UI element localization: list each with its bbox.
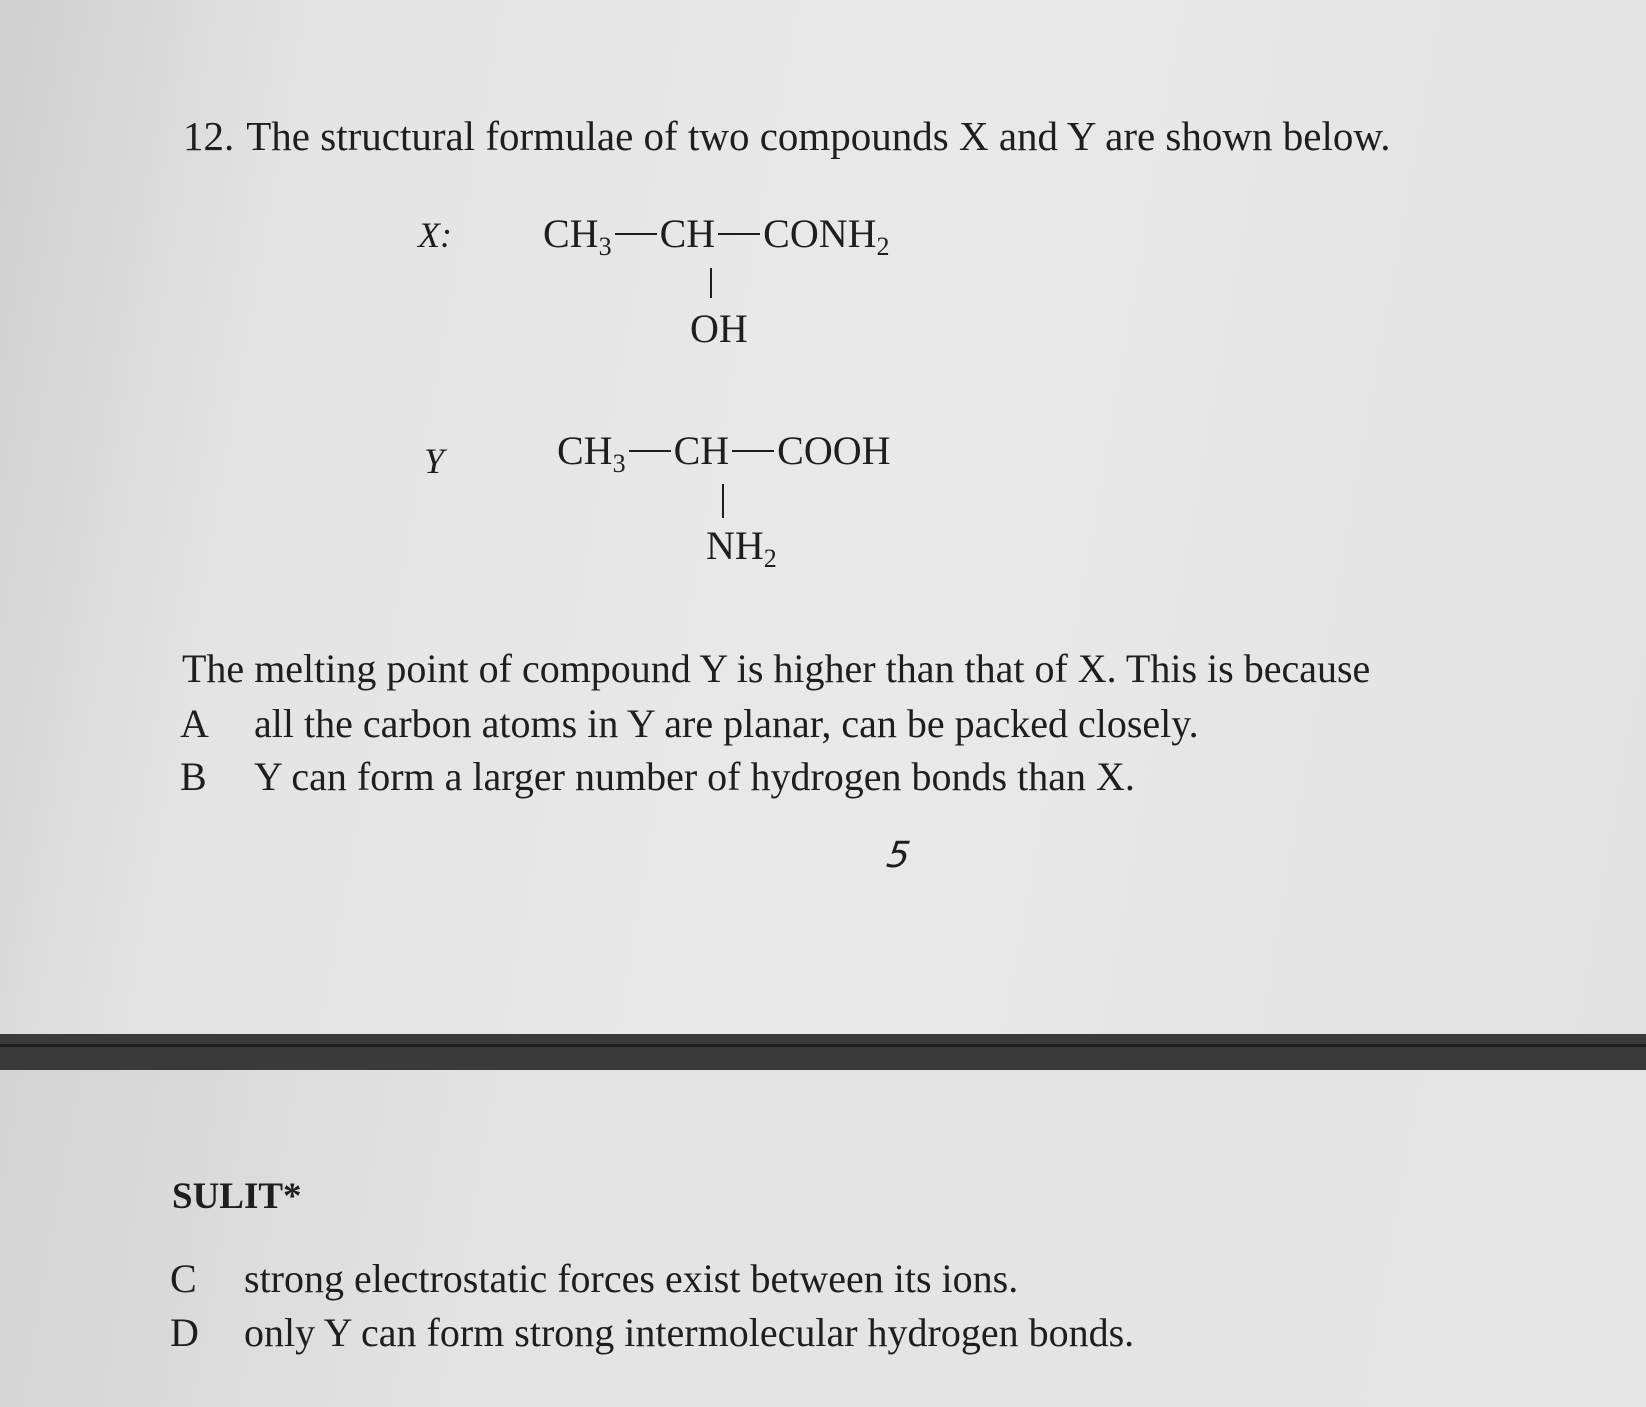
- page-divider: [0, 1034, 1646, 1070]
- compound-x-group2: $CONH_2$: [763, 211, 890, 261]
- bond: [615, 233, 657, 235]
- option-text: Y can form a larger number of hydrogen bonds than X.: [254, 754, 1135, 799]
- compound-x-vertical-bond: [710, 268, 712, 298]
- compound-x-label: X:: [418, 215, 452, 255]
- compound-y-formula: [557, 427, 891, 479]
- option-b[interactable]: [180, 753, 1135, 800]
- compound-x-center: CH: [659, 211, 716, 256]
- question-stem: The melting point of compound Y is higher than that of X. This is because: [182, 646, 1371, 691]
- option-text: only Y can form strong intermolecular hydrogen bonds.: [244, 1310, 1135, 1355]
- question-title: [183, 112, 1391, 160]
- bond: [732, 450, 774, 452]
- compound-y-substituent: $NH_2$: [706, 523, 777, 573]
- compound-x-group1: $CH_3$: [543, 211, 612, 261]
- option-d[interactable]: [170, 1309, 1134, 1356]
- sulit-mark: SULIT*: [172, 1176, 302, 1217]
- compound-x-formula: [543, 210, 890, 262]
- option-text: all the carbon atoms in Y are planar, can be packed closely.: [254, 701, 1199, 746]
- compound-y-group2: COOH: [777, 428, 891, 473]
- compound-y-group1: $CH_3$: [557, 428, 626, 478]
- question-intro: The structural formulae of two compounds X and Y are shown below.: [246, 113, 1391, 159]
- compound-y-vertical-bond: [722, 484, 724, 518]
- option-letter: D: [170, 1310, 199, 1355]
- compound-x-substituent: OH: [690, 306, 748, 351]
- bond: [718, 233, 760, 235]
- bond: [629, 450, 671, 452]
- option-letter: C: [170, 1256, 197, 1301]
- compound-y-center: CH: [673, 428, 730, 473]
- option-text: strong electrostatic forces exist between its ions.: [244, 1256, 1019, 1301]
- option-a[interactable]: [180, 700, 1199, 747]
- option-c[interactable]: [170, 1255, 1018, 1302]
- page-number: 5: [884, 835, 913, 876]
- page-lower: [0, 1070, 1646, 1407]
- compound-y-label: Y: [424, 441, 445, 481]
- question-number: 12.: [183, 113, 235, 159]
- option-letter: B: [180, 754, 207, 799]
- option-letter: A: [180, 701, 209, 746]
